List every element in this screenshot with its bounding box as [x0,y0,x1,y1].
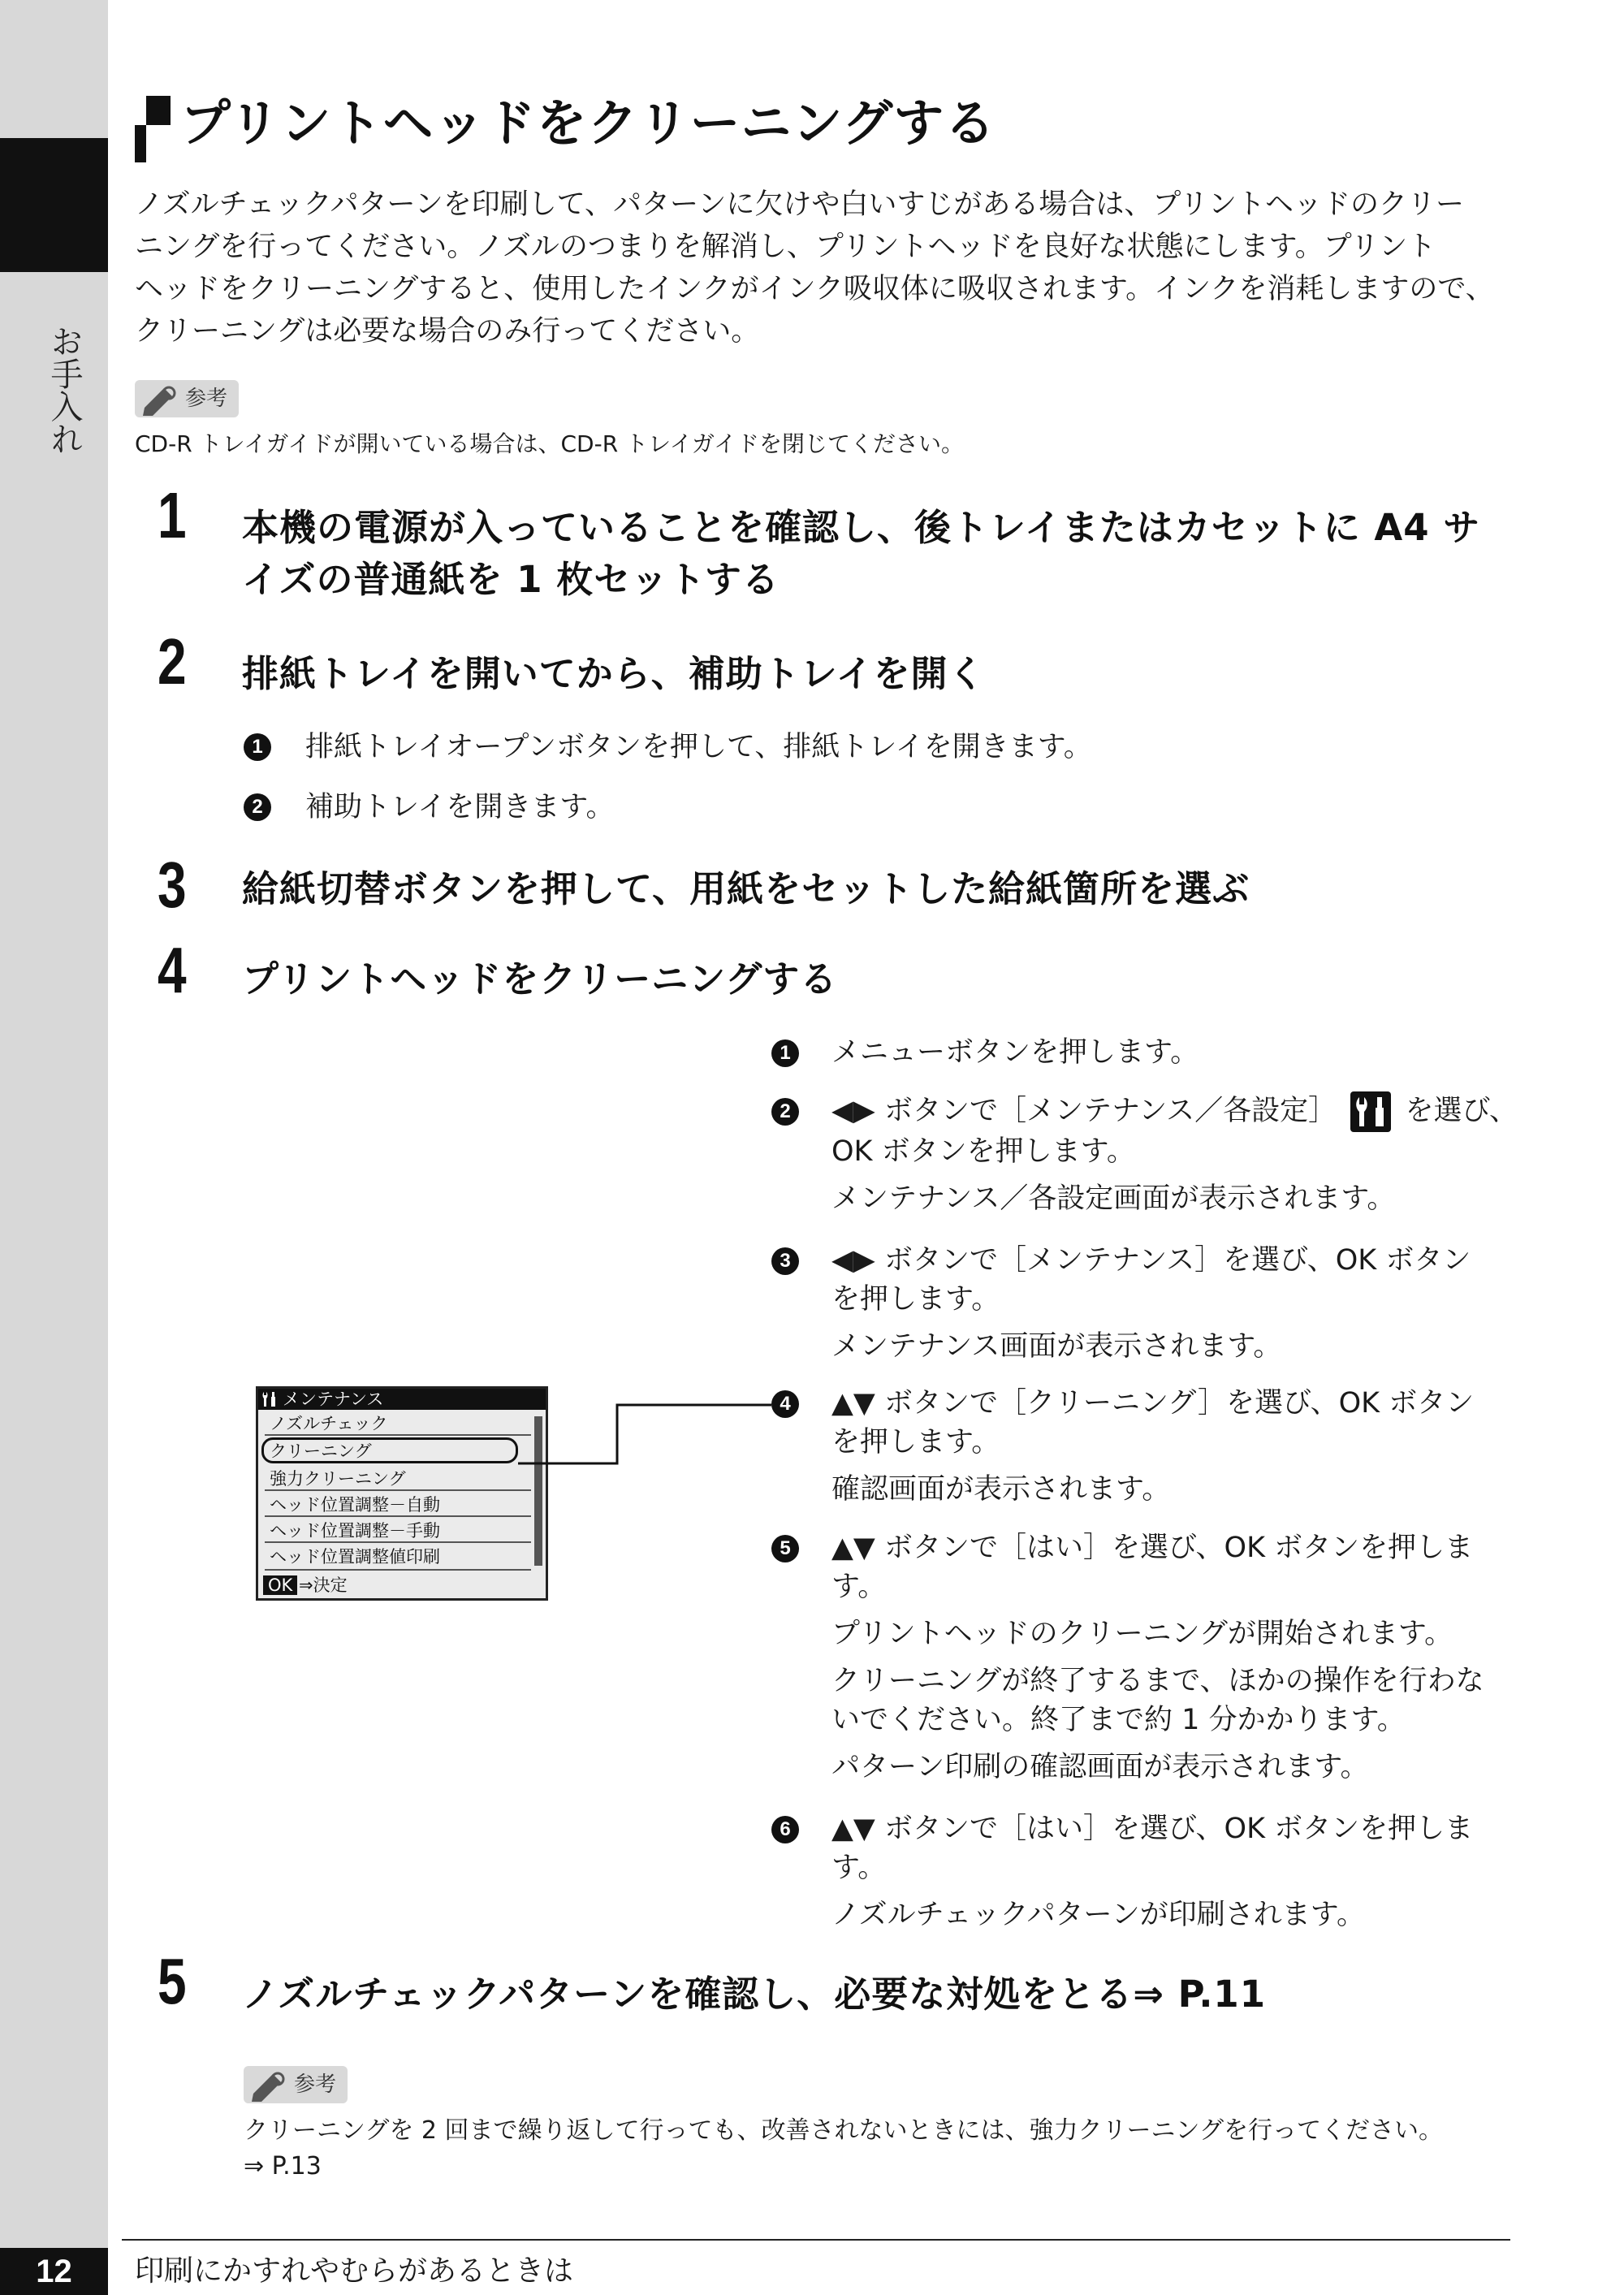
substep-text [831,1809,1473,1934]
lcd-item: ヘッド位置調整－手動 [270,1521,440,1541]
substep-number: 5 [771,1535,799,1562]
substep-text [831,1033,1199,1072]
substep-line: を押します。 [831,1426,1000,1459]
substep-text [831,1384,1474,1509]
side-tab [0,138,108,272]
intro-line: クリーニングは必要な場合のみ行ってください。 [135,315,760,348]
intro-line: ノズルチェックパターンを印刷して、パターンに欠けや白いすじがある場合は、プリントヘッドのクリー [135,188,1464,221]
intro-line: ヘッドをクリーニングすると、使用したインクがインク吸収体に吸収されます。インクを消耗しますので、 [135,273,1494,305]
substep-result: クリーニングが終了するまで、ほかの操作を行わな [831,1665,1484,1697]
intro-line: ニングを行ってください。ノズルのつまりを解消し、プリントヘッドを良好な状態にします。プリント [135,231,1436,263]
lcd-ok-label: OK [263,1575,297,1595]
lcd-title: メンテナンス [283,1390,384,1409]
step-number: 1 [158,479,187,551]
pencil-icon [248,2069,294,2102]
lcd-item: ヘッド位置調整値印刷 [270,1547,440,1567]
footer-rule [122,2239,1510,2241]
step-number: 2 [158,625,187,698]
lcd-divider [265,1569,531,1571]
title-mark-icon [135,96,171,162]
side-section-label: お手入れ [45,325,83,455]
substep-result: ノズルチェックパターンが印刷されます。 [831,1899,1365,1931]
note-text [244,2113,1443,2185]
step-number: 5 [158,1945,187,2017]
substep-line: ▲▼ ボタンで［はい］を選び、OK ボタンを押しま [831,1532,1474,1564]
step-heading-line: イズの普通紙を 1 枚セットする [242,558,780,601]
substep-result: メンテナンス／各設定画面が表示されます。 [831,1182,1396,1215]
lcd-title-bar [258,1389,546,1410]
step-heading: ノズルチェックパターンを確認し、必要な対処をとる⇒ P.11 [242,1973,1267,2016]
step-number: 3 [158,849,187,921]
page-number: 12 [36,2254,72,2289]
lcd-item: ヘッド位置調整－自動 [270,1495,440,1515]
lcd-ok-action: ⇒決定 [299,1575,348,1595]
substep-line: ▲▼ ボタンで［クリーニング］を選び、OK ボタン [831,1387,1475,1420]
substep-number: 1 [244,733,271,761]
page-title: プリントヘッドをクリーニングする [180,93,996,153]
lcd-item-selected: クリーニング [270,1441,372,1461]
substep-text [831,1241,1471,1366]
substep-line: メニューボタンを押します。 [831,1036,1199,1069]
note-badge [135,380,239,417]
substep-result: いでください。終了まで約 1 分かかります。 [831,1704,1406,1736]
substep-result: パターン印刷の確認画面が表示されます。 [831,1751,1369,1783]
step-heading-line: 本機の電源が入っていることを確認し、後トレイまたはカセットに A4 サ [242,506,1481,549]
step-heading: 給紙切替ボタンを押して、用紙をセットした給紙箇所を選ぶ [242,867,1250,910]
lcd-divider [265,1515,531,1517]
substep-result: メンテナンス画面が表示されます。 [831,1330,1282,1363]
substep-line: ▲▼ ボタンで［はい］を選び、OK ボタンを押しま [831,1813,1474,1845]
substep-line: す。 [831,1852,887,1884]
note-text: CD-R トレイガイドが開いている場合は、CD-R トレイガイドを閉じてください。 [135,430,964,457]
substep-line: す。 [831,1571,887,1603]
substep-number: 4 [771,1390,799,1418]
lcd-item: ノズルチェック [270,1414,388,1433]
substep-line-prefix: ◀▶ ボタンで［メンテナンス／各設定］ [831,1095,1337,1127]
maintenance-icon [1350,1091,1391,1132]
maintenance-icon [261,1391,279,1407]
substep-line: を押します。 [831,1283,1000,1316]
substep-line: OK ボタンを押します。 [831,1135,1135,1168]
substep-number: 2 [244,793,271,821]
callout-connector [512,1389,788,1478]
substep-result: プリントヘッドのクリーニングが開始されます。 [831,1618,1453,1650]
substep-number: 2 [771,1098,799,1126]
lcd-divider [265,1541,531,1543]
substep-number: 3 [771,1247,799,1275]
note-label: 参考 [185,387,228,411]
lcd-screen [256,1386,548,1601]
step-number: 4 [158,934,187,1006]
substep-line [831,1091,1518,1132]
substep-text: 排紙トレイオープンボタンを押して、排紙トレイを開きます。 [305,731,1092,763]
note-link[interactable]: ⇒ P.13 [244,2152,322,2180]
substep-number: 6 [771,1816,799,1843]
step-heading [242,502,1541,606]
substep-text: 補助トレイを開きます。 [305,791,615,823]
lcd-divider [265,1489,531,1491]
substep-text [831,1528,1484,1787]
step-heading: 排紙トレイを開いてから、補助トレイを開く [242,652,986,695]
footer-section-title: 印刷にかすれやむらがあるときは [135,2254,574,2288]
note-badge [244,2066,348,2103]
intro-paragraph [135,184,1499,352]
note-line: クリーニングを 2 回まで繰り返して行っても、改善されないときには、強力クリーニングを行ってください。 [244,2116,1443,2145]
substep-number: 1 [771,1039,799,1067]
note-label: 参考 [294,2072,337,2097]
substep-line: ◀▶ ボタンで［メンテナンス］を選び、OK ボタン [831,1244,1471,1277]
step-heading: プリントヘッドをクリーニングする [242,957,838,1001]
lcd-divider [265,1434,531,1436]
pencil-icon [140,383,185,416]
lcd-item: 強力クリーニング [270,1469,406,1489]
substep-result: 確認画面が表示されます。 [831,1473,1171,1506]
substep-text [831,1091,1518,1218]
substep-line-suffix: を選び、 [1405,1095,1518,1127]
